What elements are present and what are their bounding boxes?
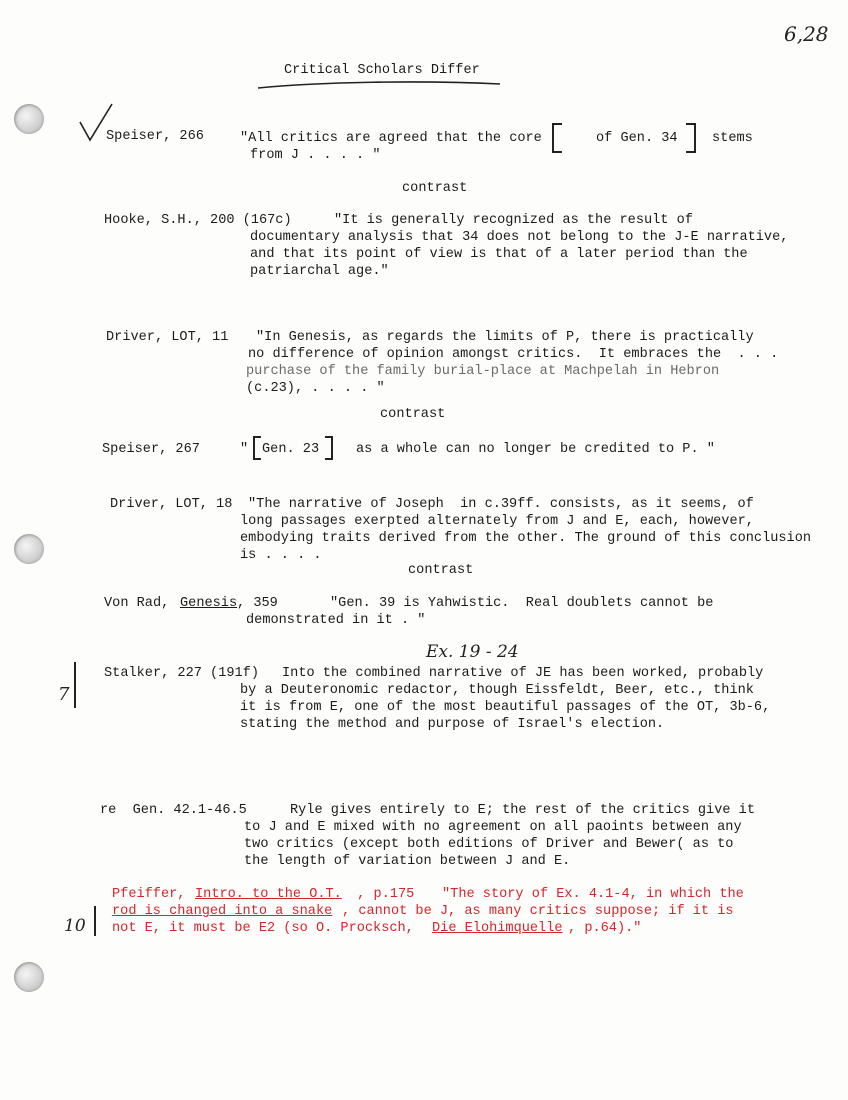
driver-18-line1: "The narrative of Joseph in c.39ff. consists, as it seems, of — [248, 497, 754, 512]
speiser-267-quote-open: " — [240, 442, 249, 457]
stalker-cite: Stalker, 227 (191f) — [104, 666, 259, 681]
stalker-line2: by a Deuteronomic redactor, though Eissfeldt, Beer, etc., think — [240, 683, 754, 698]
stalker-line1: Into the combined narrative of JE has been worked, probably — [282, 666, 764, 681]
pfeiffer-line3-book: Die Elohimquelle — [432, 921, 563, 936]
pfeiffer-line3-end: , p.64)." — [568, 921, 642, 936]
ryle-line4: the length of variation between J and E. — [244, 854, 571, 869]
driver-11-cite: Driver, LOT, 11 — [106, 330, 229, 345]
page-title: Critical Scholars Differ — [284, 63, 480, 78]
stalker-margin-bar — [74, 662, 76, 708]
ryle-cite: re Gen. 42.1-46.5 — [100, 803, 247, 818]
ryle-line3: two critics (except both editions of Driver and Bewer( as to — [244, 837, 734, 852]
contrast-label-1: contrast — [402, 181, 468, 196]
pfeiffer-book: Intro. to the O.T. — [195, 887, 342, 902]
ryle-line1: Ryle gives entirely to E; the rest of the critics give it — [290, 803, 755, 818]
speiser-267-bracket-text: Gen. 23 — [262, 442, 320, 457]
pfeiffer-margin-bar — [94, 906, 96, 936]
hooke-line1: "It is generally recognized as the result of — [334, 213, 693, 228]
hooke-cite: Hooke, S.H., 200 (167c) — [104, 213, 292, 228]
driver-11-line2: no difference of opinion amongst critics. It embraces the . . . — [248, 347, 779, 362]
pfeiffer-margin-note: 10 — [64, 916, 86, 936]
speiser-267-cite: Speiser, 267 — [102, 442, 200, 457]
driver-18-line3: embodying traits derived from the other. The ground of this conclusion — [240, 531, 812, 546]
contrast-label-3: contrast — [408, 563, 474, 578]
speiser-266-quote-after: stems — [712, 131, 753, 146]
stalker-line4: stating the method and purpose of Israel's election. — [240, 717, 665, 732]
bracket-left — [552, 123, 562, 153]
vonrad-cite-suffix: , 359 — [237, 596, 278, 611]
vonrad-line2: demonstrated in it . " — [246, 613, 426, 628]
driver-18-line4: is . . . . — [240, 548, 322, 563]
page-number: 6,28 — [784, 22, 829, 46]
speiser-267-rest: as a whole can no longer be credited to P. " — [356, 442, 715, 457]
bracket-right-2 — [325, 436, 333, 460]
driver-18-cite: Driver, LOT, 18 — [110, 497, 233, 512]
pfeiffer-line2-underlined: rod is changed into a snake — [112, 904, 333, 919]
pfeiffer-line1: "The story of Ex. 4.1-4, in which the — [442, 887, 744, 902]
vonrad-line1: "Gen. 39 is Yahwistic. Real doublets cannot be — [330, 596, 714, 611]
binder-hole-bottom — [14, 962, 44, 992]
vonrad-cite-title: Genesis — [180, 596, 238, 611]
speiser-266-quote: "All critics are agreed that the core — [240, 131, 542, 146]
driver-11-line4: (c.23), . . . . " — [246, 381, 385, 396]
stalker-handwritten-ref: Ex. 19 - 24 — [426, 642, 519, 662]
speiser-266-line2: from J . . . . " — [250, 148, 381, 163]
binder-hole-middle — [14, 534, 44, 564]
hooke-line4: patriarchal age." — [250, 264, 389, 279]
speiser-266-cite: Speiser, 266 — [106, 129, 204, 144]
vonrad-cite-prefix: Von Rad, — [104, 596, 170, 611]
hooke-line3: and that its point of view is that of a later period than the — [250, 247, 748, 262]
driver-11-line3: purchase of the family burial-place at Machpelah in Hebron — [246, 364, 720, 379]
pfeiffer-author: Pfeiffer, — [112, 887, 186, 902]
contrast-label-2: contrast — [380, 407, 446, 422]
hooke-line2: documentary analysis that 34 does not belong to the J-E narrative, — [250, 230, 789, 245]
speiser-266-bracket-text: of Gen. 34 — [596, 131, 678, 146]
pfeiffer-line2-rest: , cannot be J, as many critics suppose; if it is — [342, 904, 734, 919]
stalker-margin-note: 7 — [58, 684, 70, 705]
ryle-line2: to J and E mixed with no agreement on all paoints between any — [244, 820, 742, 835]
driver-18-line2: long passages exerpted alternately from J and E, each, however, — [240, 514, 754, 529]
bracket-right — [686, 123, 696, 153]
driver-11-line1: "In Genesis, as regards the limits of P, there is practically — [256, 330, 754, 345]
pfeiffer-line3-start: not E, it must be E2 (so O. Procksch, — [112, 921, 414, 936]
bracket-left-2 — [253, 436, 261, 460]
pfeiffer-page-ref: , p.175 — [349, 887, 415, 902]
stalker-line3: it is from E, one of the most beautiful passages of the OT, 3b-6, — [240, 700, 771, 715]
